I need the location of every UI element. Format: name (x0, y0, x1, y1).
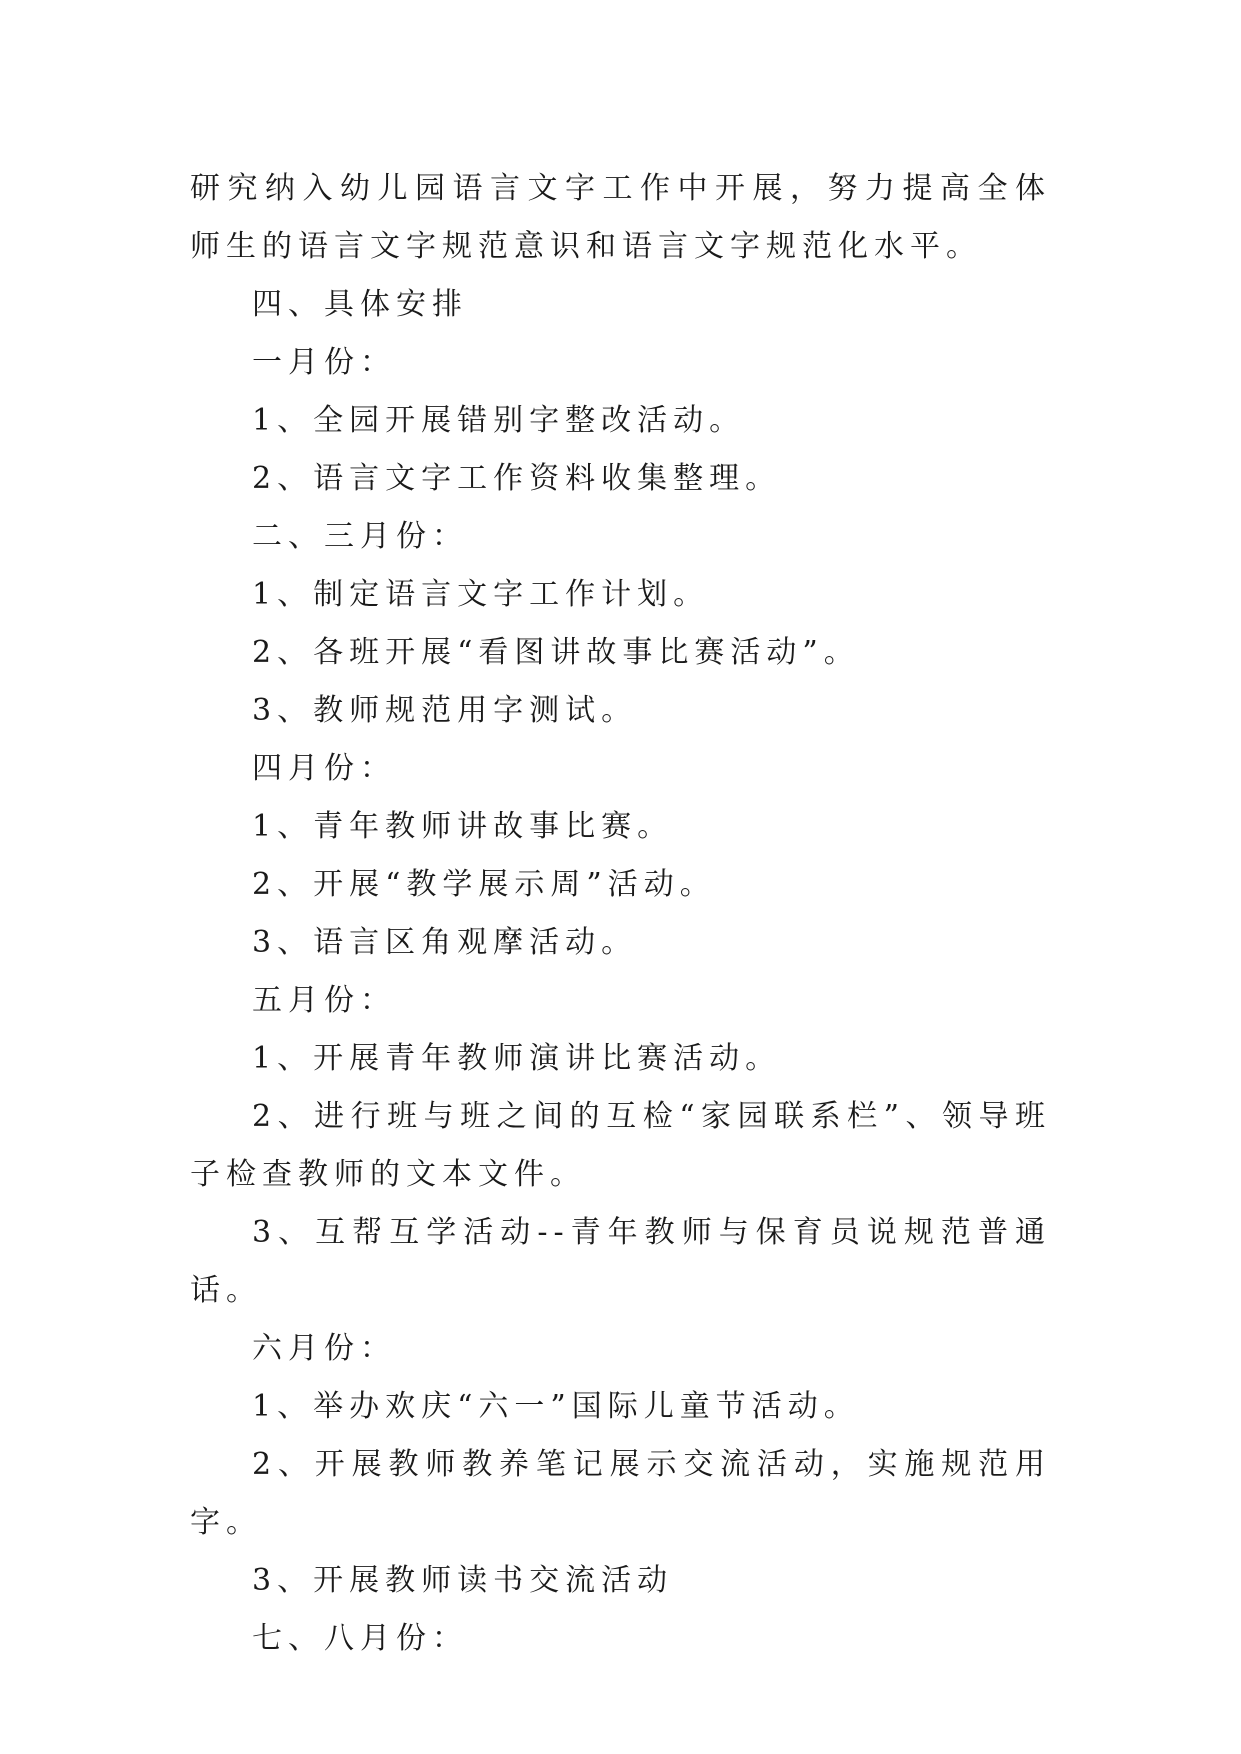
month-heading-jul-aug: 七、八月份： (252, 1621, 468, 1656)
list-item: 2、进行班与班之间的互检“家园联系栏”、领导班子检查教师的文本文件。 (190, 1099, 1051, 1192)
month-heading-may: 五月份： (252, 983, 396, 1018)
month-heading-april: 四月份： (252, 751, 396, 786)
list-item: 2、语言文字工作资料收集整理。 (252, 461, 782, 496)
list-item: 2、开展教师教养笔记展示交流活动，实施规范用字。 (190, 1447, 1051, 1540)
list-item: 3、语言区角观摩活动。 (252, 925, 638, 960)
list-item: 1、开展青年教师演讲比赛活动。 (252, 1041, 782, 1076)
month-heading-june: 六月份： (252, 1331, 396, 1366)
list-item: 1、举办欢庆“六一”国际儿童节活动。 (252, 1389, 860, 1424)
list-item: 3、教师规范用字测试。 (252, 693, 638, 728)
month-heading-feb-mar: 二、三月份： (252, 519, 468, 554)
heading-schedule: 四、具体安排 (252, 287, 468, 322)
list-item: 1、制定语言文字工作计划。 (252, 577, 710, 612)
list-item: 3、开展教师读书交流活动 (252, 1563, 674, 1598)
list-item: 2、开展“教学展示周”活动。 (252, 867, 716, 902)
list-item: 3、互帮互学活动--青年教师与保育员说规范普通话。 (190, 1215, 1051, 1308)
month-heading-january: 一月份： (252, 345, 396, 380)
list-item: 2、各班开展“看图讲故事比赛活动”。 (252, 635, 860, 670)
paragraph-intro: 研究纳入幼儿园语言文字工作中开展，努力提高全体师生的语言文字规范意识和语言文字规范化水平。 (190, 171, 1051, 264)
list-item: 1、全园开展错别字整改活动。 (252, 403, 746, 438)
list-item: 1、青年教师讲故事比赛。 (252, 809, 674, 844)
